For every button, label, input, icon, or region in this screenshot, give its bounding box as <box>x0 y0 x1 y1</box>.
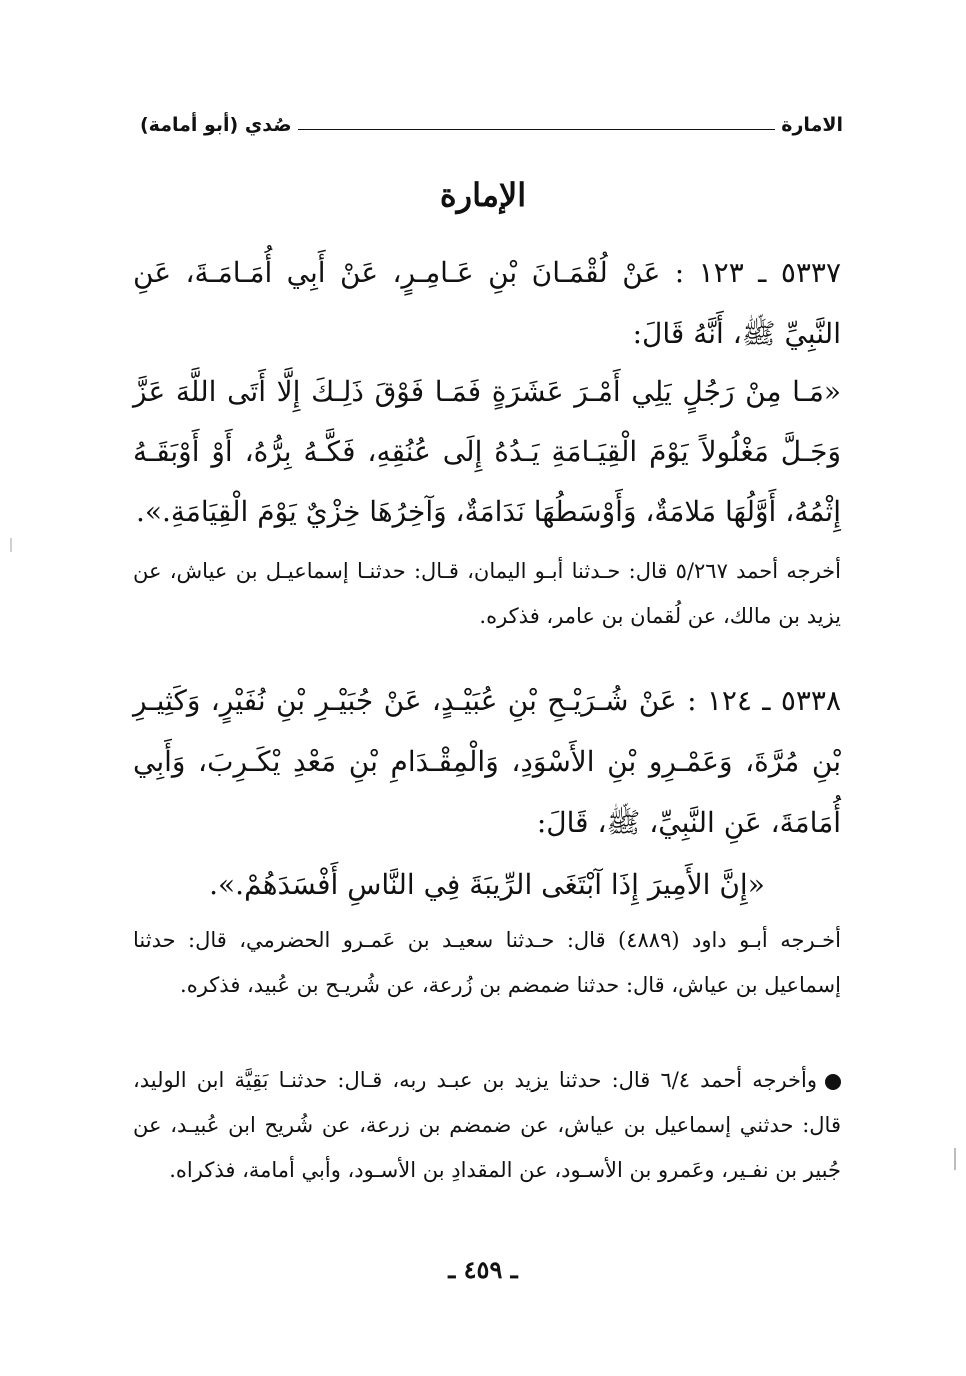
running-head-narrator: صُدي (أبو أمامة) <box>140 114 292 136</box>
running-head-chapter: الامارة <box>781 114 843 136</box>
running-head-rule <box>298 129 776 130</box>
hadith-5337-isnad: ٥٣٣٧ ـ ١٢٣ : عَنْ لُقْمَـانَ بْنِ عَـامِـرٍ، عَنْ أَبِي أُمَـامَـةَ، عَنِ النَّبِيِّ ﷺ، أَنَّهُ قَالَ: <box>133 256 841 350</box>
running-head <box>140 108 843 142</box>
takhrij-5338-ahmad-text: وأخرجه أحمد ٦/٤ قال: حدثنا يزيد بن عبـد ربه، قـال: حدثنـا بَقِيَّة ابن الوليد، قال: حدثني إسماعيل بن عياش، عن ضمضم بن زرعة، عن شُريح ابن عُبيـد، عن جُبير بن نفـير، وعَمرو بن الأسـود، عن المقدادِ بن الأسـود، وأبي أمامة، فذكراه. <box>133 1068 841 1182</box>
hadith-5338-isnad: ٥٣٣٨ ـ ١٢٤ : عَنْ شُـرَيْـحِ بْنِ عُبَيْـدٍ، عَنْ جُبَيْـرِ بْنِ نُفَيْرٍ، وَكَثِيـرِ بْنِ مُرَّةَ، وَعَمْـرِو بْنِ الأَسْوَدِ، وَالْمِقْـدَامِ بْنِ مَعْدِ يْكَـرِبَ، وَأَبِي أُمَامَةَ، عَنِ النَّبِيِّ، ﷺ، قَالَ: <box>133 684 841 839</box>
scan-margin-mark <box>954 1148 956 1170</box>
hadith-5337-matn: «مَـا مِنْ رَجُلٍ يَلِي أَمْـرَ عَشَرَةٍ فَمَـا فَوْقَ ذَلِـكَ إِلَّا أَتَى اللَّهَ عَزَّ وَجَـلَّ مَغْلُولاً يَوْمَ الْقِيَـامَةِ يَـدُهُ إِلَى عُنُقِهِ، فَكَّـهُ بِرُّهُ، أَوْ أَوْبَقَـهُ إِثْمُهُ، أَوَّلُهَا مَلامَةٌ، وَأَوْسَطُهَا نَدَامَةٌ، وَآخِرُهَا خِزْيٌ يَوْمَ الْقِيَامَةِ.». <box>133 375 841 528</box>
section-title: الإمارة <box>439 176 527 214</box>
bullet-icon <box>825 1074 841 1090</box>
takhrij-5338-abu-dawud: أخـرجه أبـو داود (٤٨٨٩) قال: حـدثنا سعيـد بن عَمـرو الحضرمي، قال: حدثنا إسماعيل بن عياش، قال: حدثنا ضمضم بن زُرعة، عن شُريـح بن عُبيد، فذكره. <box>133 928 841 997</box>
hadith-5338-matn: «إِنَّ الأَمِيرَ إِذَا آبْتَغَى الرِّيبَةَ فِي النَّاسِ أَفْسَدَهُمْ.». <box>209 868 765 901</box>
page-number: ـ ٤٥٩ ـ <box>448 1255 518 1284</box>
takhrij-5337: أخرجه أحمد ٥/٢٦٧ قال: حـدثنا أبـو اليمان، قـال: حدثنـا إسماعيـل بن عياش، عن يزيد بن مالك، عن لُقمان بن عامر، فذكره. <box>133 559 841 628</box>
takhrij-5338-ahmad <box>133 1058 841 1193</box>
scan-margin-mark <box>10 538 12 552</box>
